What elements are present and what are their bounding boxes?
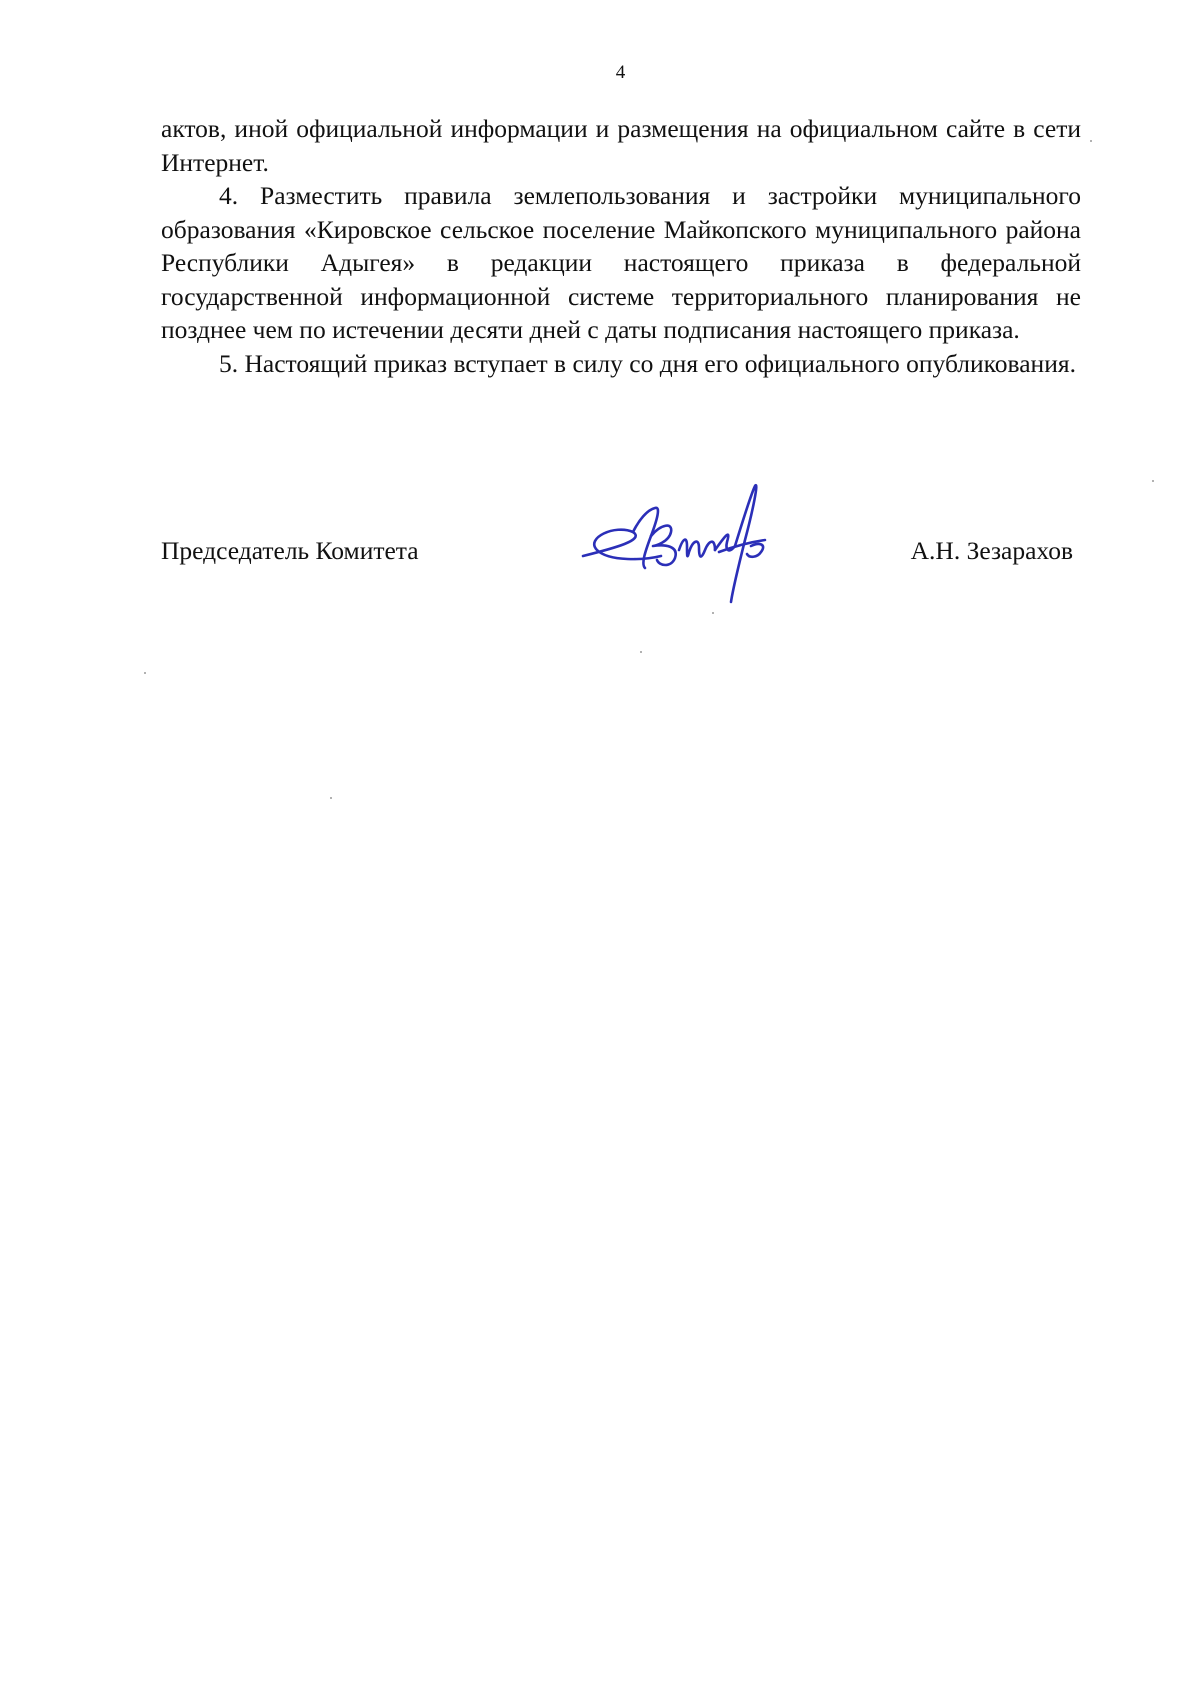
paragraph-continuation: актов, иной официальной информации и размещения на официальном сайте в сети Интернет. — [161, 114, 1081, 177]
handwritten-signature — [575, 480, 795, 610]
scan-speck — [1090, 140, 1092, 142]
scan-speck — [712, 612, 714, 614]
paragraph-item-5: 5. Настоящий приказ вступает в силу со дня его официального опубликования. — [219, 348, 1076, 378]
document-body — [161, 112, 1081, 380]
page-number: 4 — [615, 62, 626, 83]
signatory-name: А.Н. Зезарахов — [910, 536, 1073, 565]
scan-speck — [330, 797, 332, 799]
scan-speck — [144, 672, 146, 674]
signatory-title: Председатель Комитета — [161, 536, 419, 565]
scan-speck — [640, 651, 642, 653]
paragraph-item-4: 4. Разместить правила землепользования и застройки муниципального образования «Кировское сельское поселение Майкопского муниципального района Республики Адыгея» в редакции настоящего приказа в федеральной государственной информационной системе территориального планирования не позднее чем по истечении десяти дней с даты подписания настоящего приказа. — [161, 181, 1081, 344]
scan-speck — [1152, 480, 1154, 482]
